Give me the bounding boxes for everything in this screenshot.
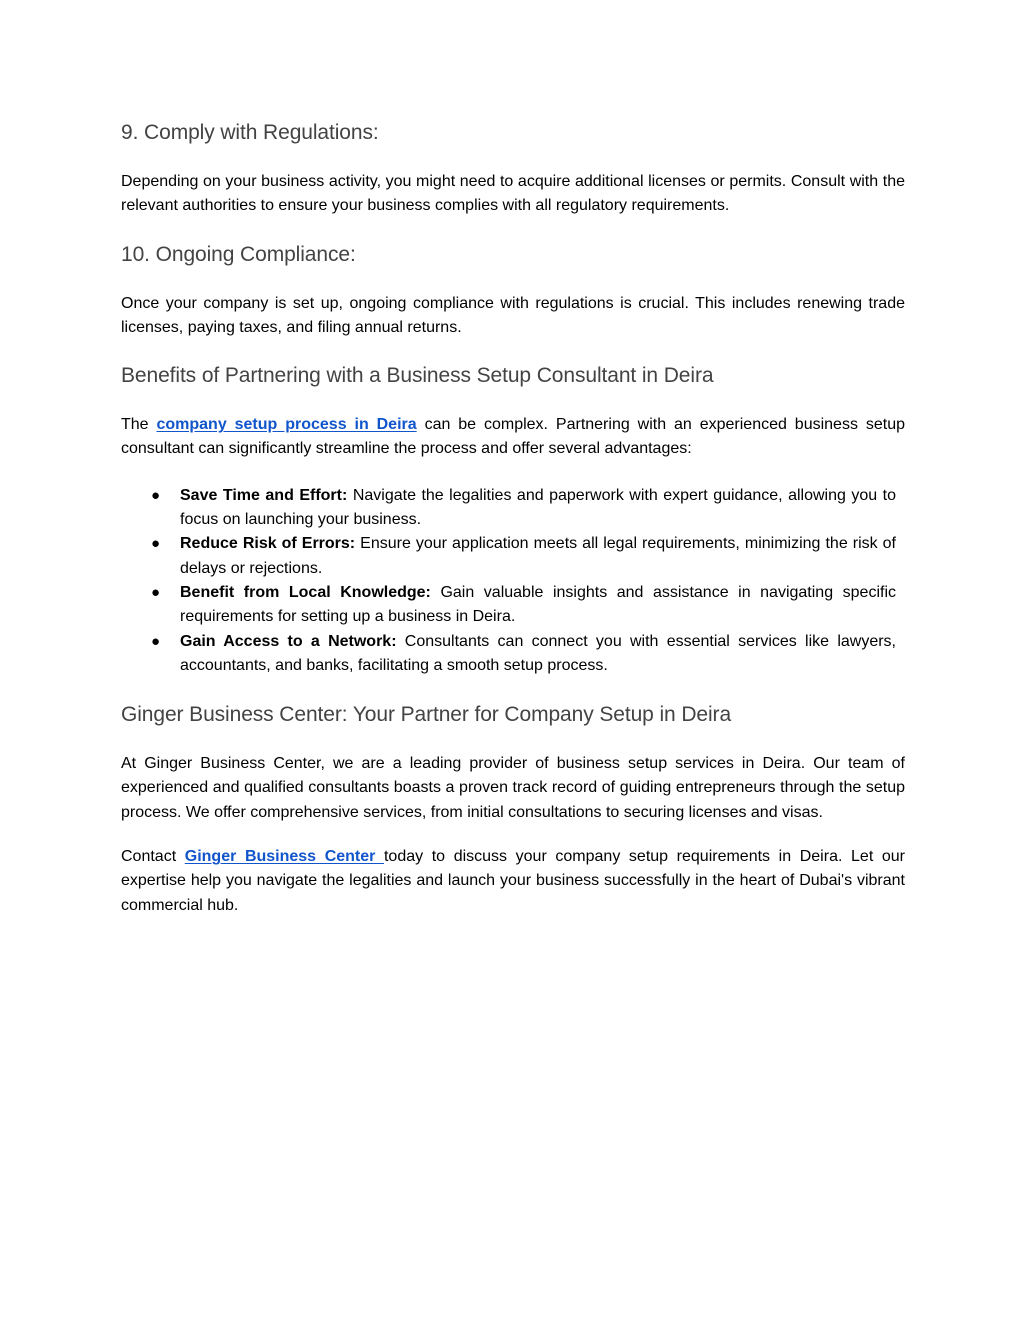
list-item (121, 484, 905, 533)
bullet-icon: ● (151, 583, 161, 601)
list-item-title: Benefit from Local Knowledge: (180, 583, 431, 601)
benefits-list (121, 484, 905, 678)
paragraph-benefits-intro (121, 413, 905, 462)
list-item (121, 581, 905, 630)
intro-text-before: The (121, 416, 157, 434)
bullet-icon: ● (151, 486, 161, 504)
heading-ongoing-compliance: 10. Ongoing Compliance: (121, 242, 356, 266)
ginger-business-center-link[interactable]: Ginger Business Center (184, 848, 384, 866)
contact-text-after: today to discuss your company setup requirements in Deira. Let our expertise help you navigate the legalities and launch your business successfully in the heart of Dubai's vibrant commercial hub. (121, 848, 905, 914)
list-item (121, 532, 905, 581)
list-item-title: Save Time and Effort: (180, 486, 348, 504)
list-item-text: Navigate the legalities and paperwork with expert guidance, allowing you to focus on launching your business. (180, 486, 897, 529)
paragraph-ongoing-compliance: Once your company is set up, ongoing compliance with regulations is crucial. This includes renewing trade licenses, paying taxes, and filing annual returns. (121, 294, 905, 336)
company-setup-process-link[interactable]: company setup process in Deira (156, 416, 417, 434)
list-item-text: Gain valuable insights and assistance in navigating specific requirements for setting up a business in Deira. (180, 583, 896, 626)
list-item-text: Ensure your application meets all legal requirements, minimizing the risk of delays or rejections. (180, 535, 896, 577)
document-page (121, 118, 905, 918)
paragraph-ginger-about: At Ginger Business Center, we are a leading provider of business setup services in Deira. Our team of experienced and qualified consultants boasts a proven track record of guiding entrepreneurs through the setup process. We offer comprehensive services, from initial consultations to securing licenses and visas. (121, 755, 905, 821)
contact-text-before: Contact (121, 848, 185, 866)
heading-benefits: Benefits of Partnering with a Business Setup Consultant in Deira (121, 364, 714, 388)
paragraph-contact (121, 845, 905, 918)
heading-ginger-business-center: Ginger Business Center: Your Partner for Company Setup in Deira (121, 703, 732, 727)
bullet-icon: ● (151, 535, 161, 553)
bullet-icon: ● (151, 632, 161, 650)
list-item (121, 630, 905, 679)
list-item-title: Gain Access to a Network: (180, 632, 397, 650)
list-item-text: Consultants can connect you with essential services like lawyers, accountants, and banks, facilitating a smooth setup process. (180, 632, 896, 674)
list-item-title: Reduce Risk of Errors: (180, 535, 356, 553)
heading-comply-with-regulations: 9. Comply with Regulations: (121, 121, 379, 144)
intro-text-after: can be complex. Partnering with an experienced business setup consultant can significantly streamline the process and offer several advantages: (121, 416, 906, 458)
paragraph-comply-with-regulations: Depending on your business activity, you might need to acquire additional licenses or permits. Consult with the relevant authorities to ensure your business complies with all regulatory requirements. (121, 173, 905, 215)
